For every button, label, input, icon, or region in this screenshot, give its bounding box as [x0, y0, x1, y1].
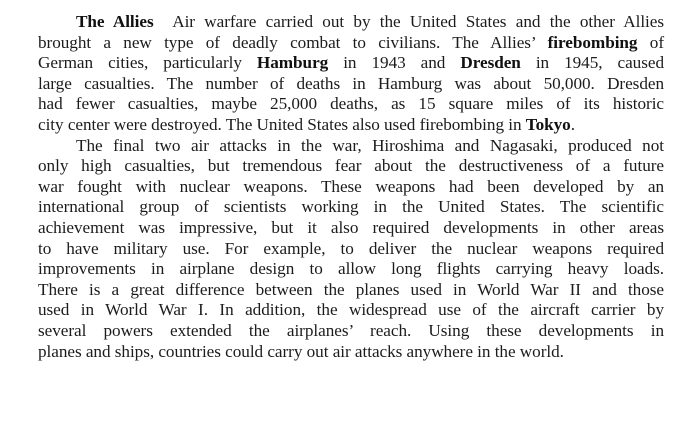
text-line: used in World War I. In addition, the widespread use of the aircraft carrier by: [38, 300, 664, 320]
text-line: [38, 53, 664, 74]
text-run: of: [637, 32, 664, 52]
text-run: Air warfare carried out by the United States and the other Allies: [172, 12, 664, 31]
text-run: in 1943 and: [328, 53, 461, 73]
text-line: war fought with nuclear weapons. These weapons had been developed by an: [38, 176, 664, 196]
paragraph-the-allies: [38, 12, 664, 136]
bold-term: firebombing: [547, 32, 638, 52]
text-run: .: [570, 114, 575, 134]
paragraph-air-attacks: [38, 136, 664, 363]
section-heading: The Allies: [76, 12, 154, 31]
text-line: [38, 115, 664, 136]
bold-term: Hamburg: [256, 53, 329, 73]
text-run: German cities, particularly: [38, 53, 257, 73]
text-line: There is a great difference between the planes used in World War II and those: [38, 279, 664, 299]
text-line: large casualties. The number of deaths in Hamburg was about 50,000. Dresden: [38, 73, 664, 93]
text-run: city center were destroyed. The United States also used firebombing in: [38, 114, 526, 134]
text-run: brought a new type of deadly combat to civilians. The Allies’: [38, 32, 548, 52]
text-run: in 1945, caused: [520, 53, 664, 73]
text-line: [38, 12, 664, 33]
text-line: improvements in airplane design to allow long flights carrying heavy loads.: [38, 259, 664, 279]
text-line: international group of scientists working in the United States. The scientific: [38, 197, 664, 217]
bold-term: Tokyo: [525, 114, 571, 134]
document-page: [38, 12, 664, 362]
bold-term: Dresden: [460, 53, 521, 73]
text-line: to have military use. For example, to deliver the nuclear weapons required: [38, 238, 664, 258]
text-line: planes and ships, countries could carry out air attacks anywhere in the world.: [38, 341, 564, 361]
text-line: several powers extended the airplanes’ reach. Using these developments in: [38, 320, 664, 340]
text-line: had fewer casualties, maybe 25,000 deaths, as 15 square miles of its historic: [38, 94, 664, 114]
text-line: achievement was impressive, but it also required developments in other areas: [38, 217, 664, 237]
text-line: [38, 33, 664, 54]
text-line: only high casualties, but tremendous fear about the destructiveness of a future: [38, 156, 664, 176]
text-line: The final two air attacks in the war, Hiroshima and Nagasaki, produced not: [76, 135, 664, 155]
